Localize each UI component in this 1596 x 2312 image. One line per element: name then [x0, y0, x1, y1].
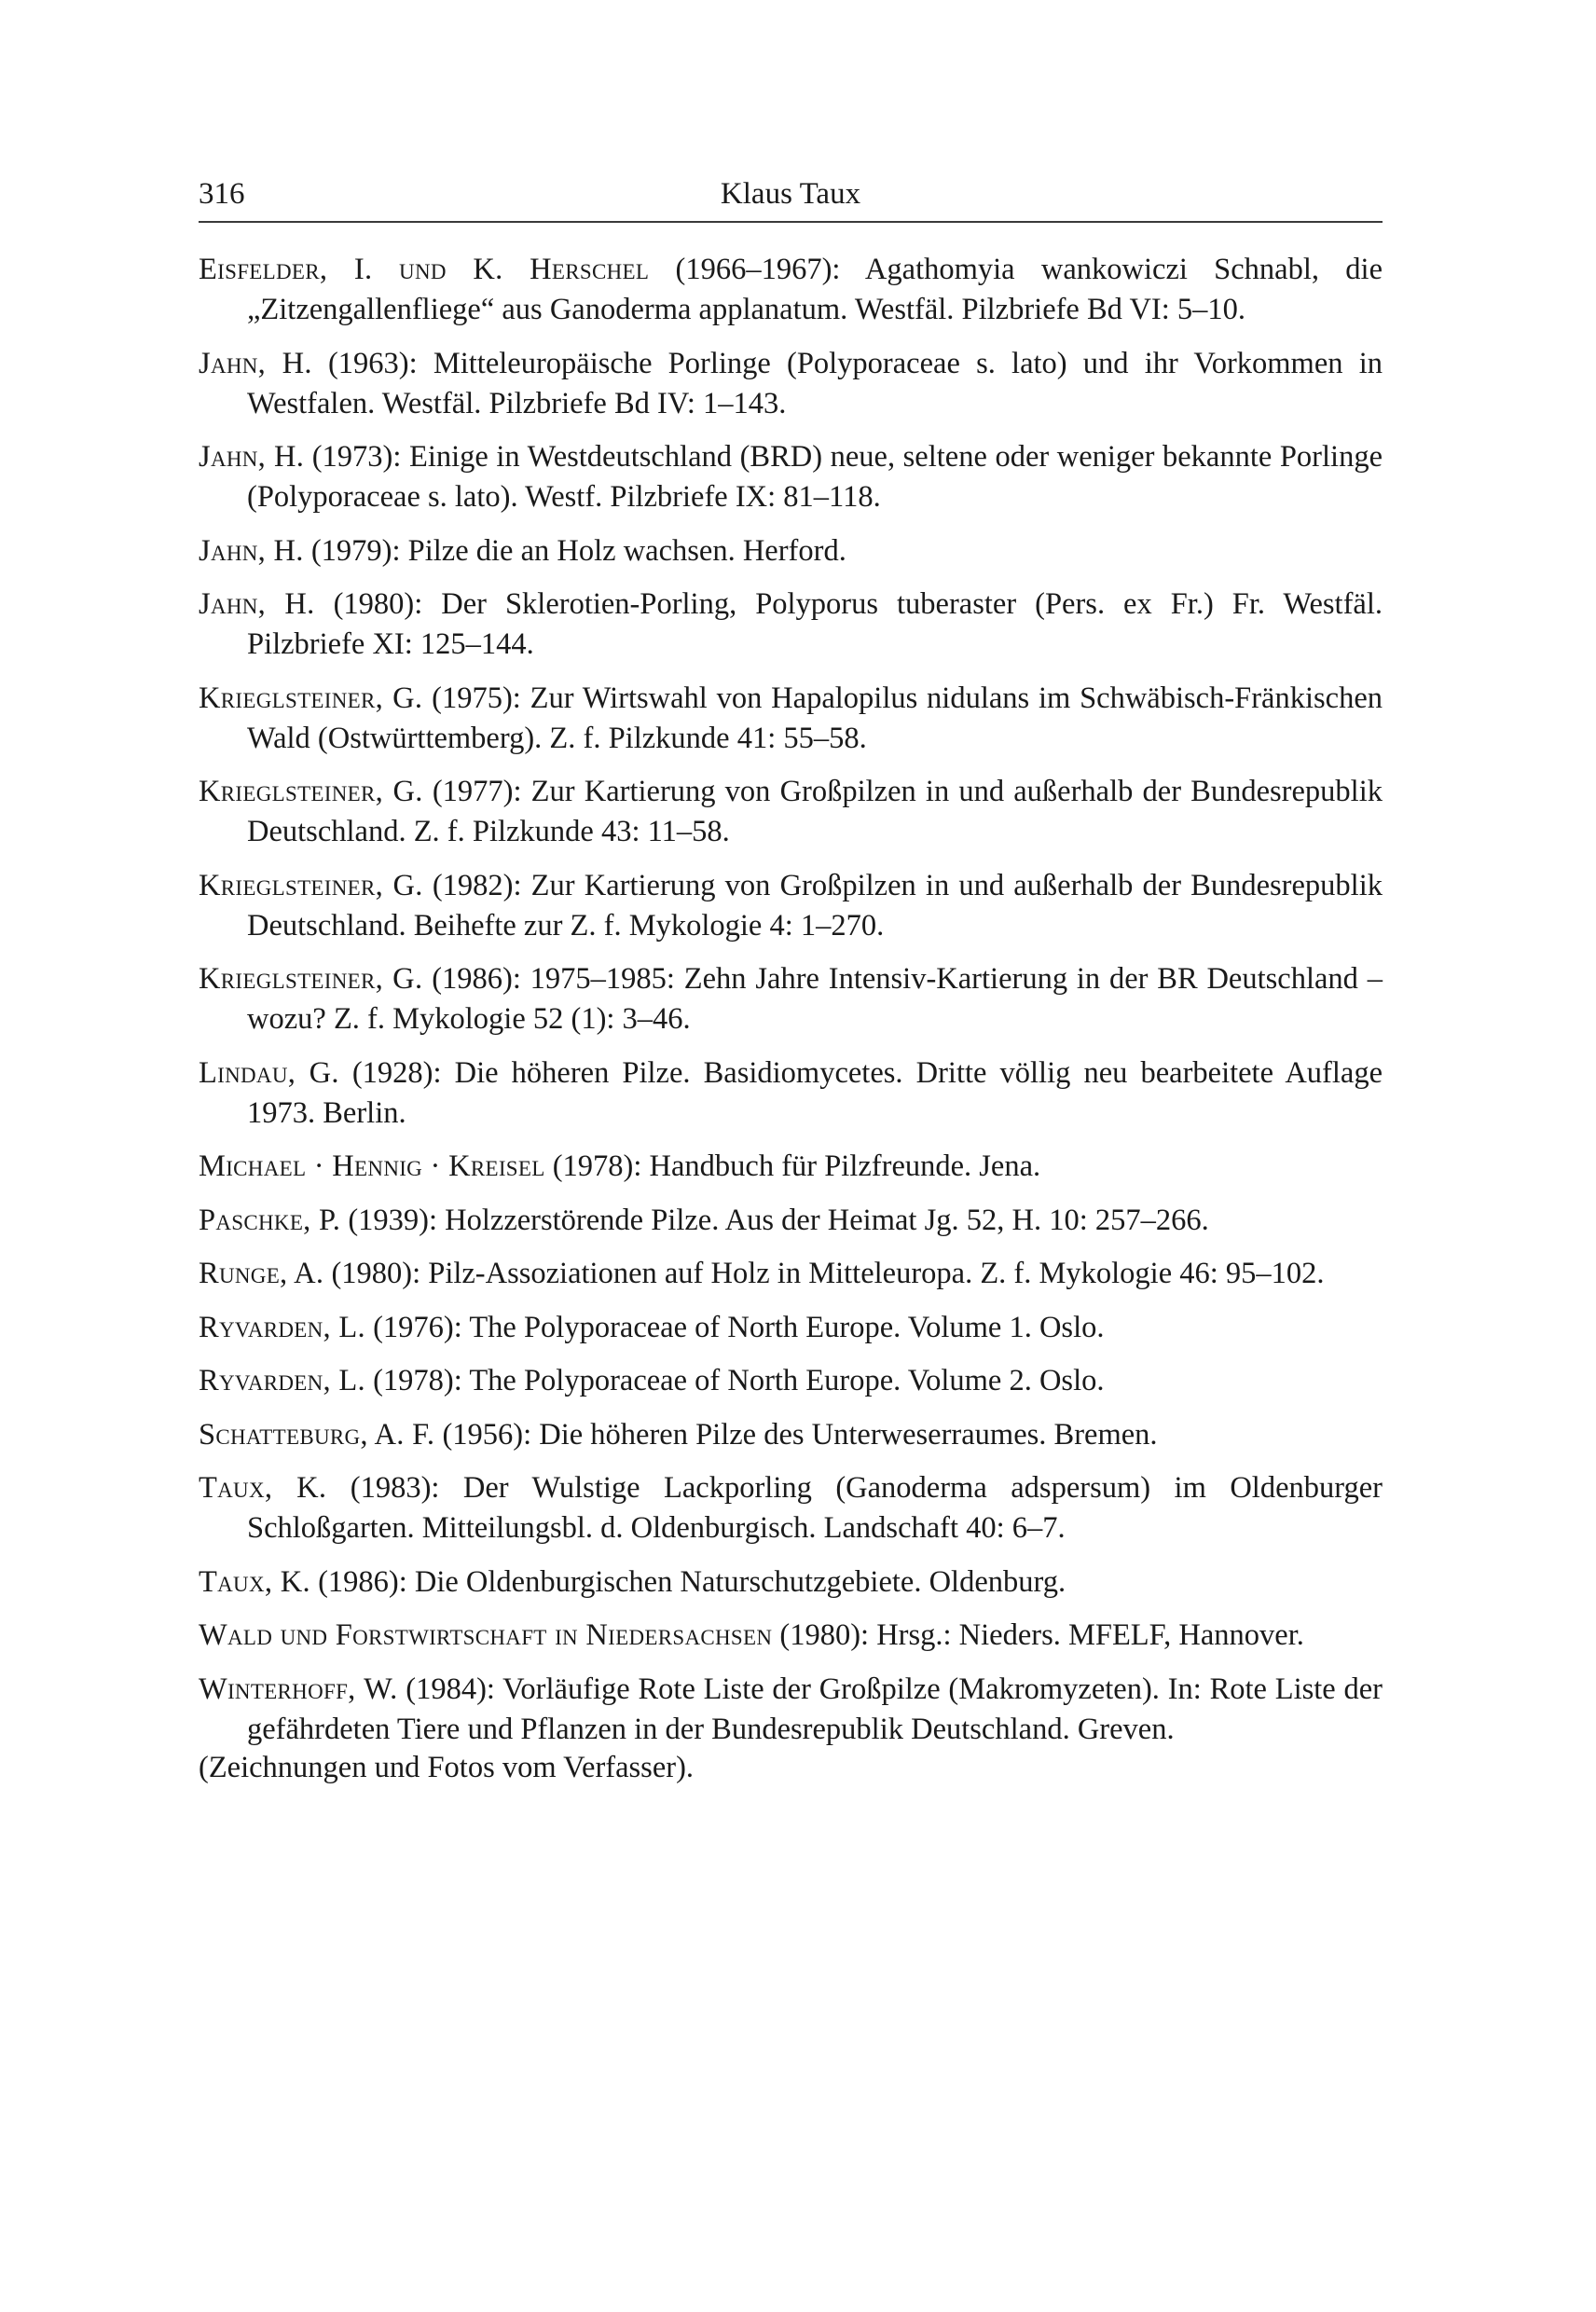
reference-author: Ryvarden, L. — [199, 1310, 365, 1344]
reference-text: (1979): Pilze die an Holz wachsen. Herford. — [303, 533, 846, 568]
reference-author: Jahn, H. — [199, 346, 312, 380]
reference-entry — [199, 1468, 1383, 1548]
reference-entry — [199, 866, 1383, 946]
reference-author: Jahn, H. — [199, 533, 304, 568]
reference-author: Taux, K. — [199, 1564, 310, 1599]
reference-text: (1978): The Polyporaceae of North Europe. Volume 2. Oslo. — [365, 1364, 1105, 1397]
reference-text: (1975): Zur Wirtswahl von Hapalopilus nidulans im Schwäbisch-Fränkischen Wald (Ostwürttemberg). Z. f. Pilzkunde 41: 55–58. — [247, 681, 1383, 755]
reference-author: Runge, A. — [199, 1257, 324, 1290]
reference-entry — [199, 1254, 1383, 1294]
closing-note: (Zeichnungen und Fotos vom Verfasser). — [199, 1751, 695, 1784]
header-rule — [199, 221, 1383, 223]
reference-text: (1928): Die höheren Pilze. Basidiomycetes. Dritte völlig neu bearbeitete Auflage 1973. Berlin. — [247, 1055, 1383, 1130]
reference-text: (1973): Einige in Westdeutschland (BRD) neue, seltene oder weniger bekannte Porlinge (Polyporaceae s. lato). Westf. Pilzbriefe IX: 81–118. — [247, 440, 1383, 514]
reference-author: Eisfelder, I. und K. Herschel — [199, 253, 650, 286]
page-header — [199, 173, 1383, 214]
reference-text: (1986): Die Oldenburgischen Naturschutzgebiete. Oldenburg. — [310, 1564, 1066, 1599]
reference-entry — [199, 1361, 1383, 1401]
reference-author: Jahn, H. — [199, 587, 315, 621]
reference-list — [199, 250, 1383, 1763]
reference-entry — [199, 250, 1383, 330]
reference-text: (1980): Hrsg.: Nieders. MFELF, Hannover. — [772, 1618, 1304, 1652]
reference-text: (1963): Mitteleuropäische Porlinge (Polyporaceae s. lato) und ihr Vorkommen in Westfalen. Westfäl. Pilzbriefe Bd IV: 1–143. — [247, 346, 1383, 420]
reference-text: (1983): Der Wulstige Lackporling (Ganoderma adspersum) im Oldenburger Schloßgarten. Mitteilungsbl. d. Oldenburgisch. Landschaft 40: 6–7. — [247, 1471, 1383, 1545]
reference-text: (1986): 1975–1985: Zehn Jahre Intensiv-Kartierung in der BR Deutschland – wozu? Z. f. Mykologie 52 (1): 3–46. — [247, 962, 1383, 1036]
reference-entry — [199, 437, 1383, 517]
reference-text: (1977): Zur Kartierung von Großpilzen in und außerhalb der Bundesrepublik Deutschland. Z. f. Pilzkunde 43: 11–58. — [247, 775, 1383, 848]
reference-entry — [199, 531, 1383, 571]
reference-author: Ryvarden, L. — [199, 1364, 365, 1397]
reference-author: Krieglsteiner, G. — [199, 681, 423, 715]
reference-author: Wald und Forstwirtschaft in Niedersachsen — [199, 1618, 773, 1652]
reference-author: Taux, K. — [199, 1471, 327, 1505]
reference-author: Michael · Hennig · Kreisel — [199, 1149, 545, 1183]
reference-entry — [199, 1415, 1383, 1455]
reference-author: Lindau, G. — [199, 1055, 339, 1090]
reference-entry — [199, 959, 1383, 1039]
reference-text: (1984): Vorläufige Rote Liste der Großpilze (Makromyzeten). In: Rote Liste der gefährdeten Tiere und Pflanzen in der Bundesrepublik Deutschland. Greven. — [247, 1672, 1383, 1746]
reference-entry — [199, 585, 1383, 665]
reference-text: (1978): Handbuch für Pilzfreunde. Jena. — [544, 1149, 1041, 1183]
page-number: 316 — [199, 177, 245, 211]
reference-entry — [199, 1053, 1383, 1134]
reference-entry — [199, 1201, 1383, 1241]
reference-text: (1976): The Polyporaceae of North Europe. Volume 1. Oslo. — [365, 1310, 1105, 1344]
running-title: Klaus Taux — [720, 177, 861, 211]
reference-author: Jahn, H. — [199, 440, 305, 474]
reference-text: (1939): Holzzerstörende Pilze. Aus der Heimat Jg. 52, H. 10: 257–266. — [340, 1203, 1209, 1237]
reference-entry — [199, 344, 1383, 424]
reference-entry — [199, 1670, 1383, 1750]
reference-text: (1966–1967): Agathomyia wankowiczi Schnabl, die „Zitzengallenfliege“ aus Ganoderma applanatum. Westfäl. Pilzbriefe Bd VI: 5–10. — [247, 253, 1383, 326]
reference-entry — [199, 772, 1383, 852]
reference-entry — [199, 1616, 1383, 1656]
reference-entry — [199, 1308, 1383, 1348]
reference-text: (1980): Der Sklerotien-Porling, Polyporus tuberaster (Pers. ex Fr.) Fr. Westfäl. Pilzbriefe XI: 125–144. — [247, 587, 1383, 661]
reference-entry — [199, 679, 1383, 759]
reference-author: Paschke, P. — [199, 1203, 341, 1237]
reference-author: Krieglsteiner, G. — [199, 775, 423, 808]
reference-author: Krieglsteiner, G. — [199, 962, 423, 996]
reference-text: (1980): Pilz-Assoziationen auf Holz in Mitteleuropa. Z. f. Mykologie 46: 95–102. — [323, 1257, 1325, 1290]
reference-text: (1956): Die höheren Pilze des Unterweserraumes. Bremen. — [434, 1417, 1158, 1452]
reference-author: Krieglsteiner, G. — [199, 868, 423, 902]
reference-author: Winterhoff, W. — [199, 1672, 398, 1706]
reference-entry — [199, 1147, 1383, 1187]
reference-text: (1982): Zur Kartierung von Großpilzen in und außerhalb der Bundesrepublik Deutschland. Beihefte zur Z. f. Mykologie 4: 1–270. — [247, 868, 1383, 943]
reference-entry — [199, 1562, 1383, 1603]
reference-author: Schatteburg, A. F. — [199, 1417, 435, 1452]
